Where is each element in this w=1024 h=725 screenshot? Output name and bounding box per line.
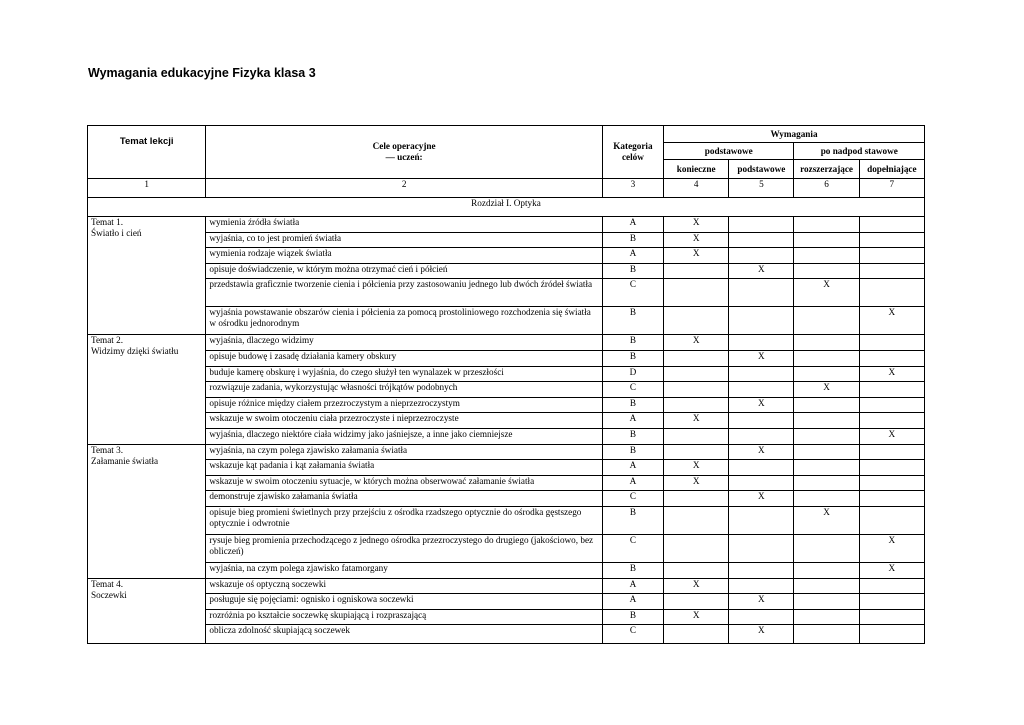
requirement-mark xyxy=(794,491,859,507)
goal-category: B xyxy=(602,350,663,366)
goal-description: wymienia rodzaje wiązek światła xyxy=(206,248,602,264)
table-row xyxy=(88,382,925,398)
requirement-mark xyxy=(859,232,924,248)
goal-description: rysuje bieg promienia przechodzącego z jednego ośrodka przezroczystego do drugiego (jakościowo, bez obliczeń) xyxy=(206,534,602,562)
goal-category: C xyxy=(602,279,663,307)
requirement-mark: X xyxy=(794,506,859,534)
requirement-mark xyxy=(729,248,794,264)
goal-description: wyjaśnia, na czym polega zjawisko fatamorgany xyxy=(206,562,602,578)
requirement-mark xyxy=(794,460,859,476)
table-row xyxy=(88,263,925,279)
table-row xyxy=(88,217,925,233)
topic-title: Soczewki xyxy=(91,589,127,600)
goal-description: oblicza zdolność skupiającą soczewek xyxy=(206,625,602,644)
requirement-mark: X xyxy=(729,263,794,279)
requirement-mark: X xyxy=(664,609,729,625)
requirement-mark xyxy=(664,382,729,398)
requirement-mark: X xyxy=(729,444,794,460)
requirement-mark xyxy=(664,279,729,307)
topic-cell xyxy=(88,335,206,444)
requirement-mark: X xyxy=(859,534,924,562)
requirement-mark xyxy=(664,506,729,534)
requirement-mark xyxy=(859,397,924,413)
requirement-mark: X xyxy=(664,217,729,233)
goal-category: B xyxy=(602,506,663,534)
requirement-mark xyxy=(664,594,729,610)
requirement-mark xyxy=(794,366,859,382)
goal-description: wskazuje kąt padania i kąt załamania światła xyxy=(206,460,602,476)
requirement-mark: X xyxy=(859,562,924,578)
header-goals xyxy=(206,126,602,179)
table-row xyxy=(88,534,925,562)
requirement-mark xyxy=(664,350,729,366)
table-row xyxy=(88,444,925,460)
goal-description: wyjaśnia, co to jest promień światła xyxy=(206,232,602,248)
requirement-mark xyxy=(729,382,794,398)
column-number: 7 xyxy=(859,179,924,198)
header-goals-line1: Cele operacyjne xyxy=(372,141,436,151)
requirement-mark xyxy=(794,578,859,594)
header-category-line2: celów xyxy=(621,152,644,162)
requirement-mark xyxy=(794,609,859,625)
header-goals-line2: — uczeń: xyxy=(385,152,423,162)
requirements-table xyxy=(87,125,925,644)
table-row xyxy=(88,460,925,476)
requirement-mark xyxy=(859,335,924,351)
requirement-mark xyxy=(794,307,859,335)
requirement-mark xyxy=(794,413,859,429)
goal-description: opisuje bieg promieni świetlnych przy przejściu z ośrodka rzadszego optycznie do ośrodka gęstszego optycznie i odwrotnie xyxy=(206,506,602,534)
requirement-mark xyxy=(664,263,729,279)
requirement-mark xyxy=(794,248,859,264)
goal-category: B xyxy=(602,263,663,279)
requirement-mark xyxy=(664,307,729,335)
goal-description: wyjaśnia powstawanie obszarów cienia i półcienia za pomocą prostoliniowego rozchodzenia się światła w ośrodku jednorodnym xyxy=(206,307,602,335)
table-row xyxy=(88,506,925,534)
requirement-mark: X xyxy=(664,232,729,248)
requirement-mark xyxy=(794,444,859,460)
table-row xyxy=(88,350,925,366)
requirement-mark: X xyxy=(664,248,729,264)
goal-category: B xyxy=(602,562,663,578)
requirement-mark xyxy=(729,428,794,444)
requirement-mark xyxy=(664,366,729,382)
goal-category: A xyxy=(602,460,663,476)
topic-number: Temat 3. xyxy=(91,444,124,455)
requirement-mark: X xyxy=(664,413,729,429)
table-row xyxy=(88,475,925,491)
requirement-mark xyxy=(859,578,924,594)
requirement-mark xyxy=(794,397,859,413)
topic-number: Temat 4. xyxy=(91,578,124,589)
requirement-mark xyxy=(664,491,729,507)
requirement-mark xyxy=(794,350,859,366)
column-number: 5 xyxy=(729,179,794,198)
requirement-mark xyxy=(859,506,924,534)
goal-category: B xyxy=(602,307,663,335)
goal-description: wskazuje w swoim otoczeniu ciała przezroczyste i nieprzezroczyste xyxy=(206,413,602,429)
goal-category: C xyxy=(602,625,663,644)
requirement-mark xyxy=(664,397,729,413)
goal-category: A xyxy=(602,413,663,429)
goal-description: opisuje doświadczenie, w którym można otrzymać cień i półcień xyxy=(206,263,602,279)
requirement-mark xyxy=(664,428,729,444)
requirement-mark: X xyxy=(664,475,729,491)
table-row xyxy=(88,366,925,382)
requirement-mark: X xyxy=(729,350,794,366)
column-number: 1 xyxy=(88,179,206,198)
requirement-mark xyxy=(664,625,729,644)
requirement-mark xyxy=(729,475,794,491)
requirement-mark xyxy=(794,562,859,578)
goal-category: B xyxy=(602,232,663,248)
goal-description: wyjaśnia, dlaczego niektóre ciała widzimy jako jaśniejsze, a inne jako ciemniejsze xyxy=(206,428,602,444)
table-row xyxy=(88,625,925,644)
goal-description: opisuje budowę i zasadę działania kamery obskury xyxy=(206,350,602,366)
requirement-mark: X xyxy=(794,279,859,307)
requirement-mark xyxy=(859,594,924,610)
requirement-mark xyxy=(859,491,924,507)
requirement-mark xyxy=(794,475,859,491)
requirement-mark: X xyxy=(794,382,859,398)
requirement-mark: X xyxy=(729,594,794,610)
requirement-mark xyxy=(859,217,924,233)
topic-title: Załamanie światła xyxy=(91,455,159,466)
table-row xyxy=(88,609,925,625)
column-number: 3 xyxy=(602,179,663,198)
requirement-mark xyxy=(729,609,794,625)
goal-category: A xyxy=(602,248,663,264)
header-extended: po nadpod stawowe xyxy=(794,143,925,160)
goal-description: wyjaśnia, dlaczego widzimy xyxy=(206,335,602,351)
goal-category: C xyxy=(602,534,663,562)
table-row xyxy=(88,562,925,578)
goal-category: A xyxy=(602,578,663,594)
requirement-mark xyxy=(729,232,794,248)
topic-cell xyxy=(88,217,206,335)
requirement-mark xyxy=(729,562,794,578)
requirement-mark xyxy=(729,279,794,307)
page-title: Wymagania edukacyjne Fizyka klasa 3 xyxy=(88,66,316,80)
requirement-mark xyxy=(859,279,924,307)
requirement-mark: X xyxy=(729,491,794,507)
table-row xyxy=(88,279,925,307)
goal-category: C xyxy=(602,382,663,398)
requirement-mark xyxy=(859,475,924,491)
table-row xyxy=(88,397,925,413)
header-requirements: Wymagania xyxy=(664,126,925,143)
goal-description: posługuje się pojęciami: ognisko i ogniskowa soczewki xyxy=(206,594,602,610)
requirement-mark xyxy=(794,217,859,233)
header-level: dopełniające xyxy=(859,160,924,179)
header-level: konieczne xyxy=(664,160,729,179)
goal-description: wymienia źródła światła xyxy=(206,217,602,233)
requirement-mark xyxy=(729,506,794,534)
requirement-mark xyxy=(859,248,924,264)
header-basic: podstawowe xyxy=(664,143,794,160)
goal-category: A xyxy=(602,594,663,610)
requirement-mark xyxy=(729,460,794,476)
goal-category: B xyxy=(602,335,663,351)
table-row xyxy=(88,428,925,444)
requirement-mark xyxy=(664,444,729,460)
goal-description: buduje kamerę obskurę i wyjaśnia, do czego służył ten wynalazek w przeszłości xyxy=(206,366,602,382)
requirement-mark xyxy=(859,350,924,366)
goal-category: A xyxy=(602,475,663,491)
column-number: 6 xyxy=(794,179,859,198)
table-row xyxy=(88,413,925,429)
goal-category: A xyxy=(602,217,663,233)
goal-description: przedstawia graficznie tworzenie cienia i półcienia przy zastosowaniu jednego lub dwóch źródeł światła xyxy=(206,279,602,307)
requirement-mark: X xyxy=(859,366,924,382)
table-row xyxy=(88,578,925,594)
header-topic: Temat lekcji xyxy=(88,126,206,179)
topic-title: Światło i cień xyxy=(91,228,142,238)
requirement-mark xyxy=(729,335,794,351)
requirement-mark: X xyxy=(729,397,794,413)
table-row xyxy=(88,232,925,248)
requirement-mark: X xyxy=(664,335,729,351)
requirement-mark xyxy=(729,534,794,562)
header-category xyxy=(602,126,663,179)
requirement-mark xyxy=(664,534,729,562)
goal-description: wskazuje oś optyczną soczewki xyxy=(206,578,602,594)
table-row xyxy=(88,335,925,351)
table-row xyxy=(88,594,925,610)
topic-number: Temat 1. xyxy=(91,217,124,227)
requirement-mark: X xyxy=(859,428,924,444)
requirement-mark xyxy=(859,263,924,279)
requirement-mark xyxy=(859,625,924,644)
requirement-mark: X xyxy=(664,578,729,594)
goal-description: rozwiązuje zadania, wykorzystując własności trójkątów podobnych xyxy=(206,382,602,398)
requirement-mark xyxy=(794,335,859,351)
section-heading: Rozdział I. Optyka xyxy=(88,198,925,217)
column-number: 2 xyxy=(206,179,602,198)
requirement-mark xyxy=(729,578,794,594)
requirement-mark xyxy=(859,382,924,398)
table-body xyxy=(88,217,925,644)
goal-category: B xyxy=(602,397,663,413)
goal-category: B xyxy=(602,428,663,444)
requirement-mark xyxy=(794,534,859,562)
requirement-mark xyxy=(729,217,794,233)
topic-cell xyxy=(88,578,206,644)
goal-category: B xyxy=(602,609,663,625)
requirement-mark xyxy=(794,232,859,248)
table-row xyxy=(88,248,925,264)
requirement-mark xyxy=(729,413,794,429)
requirement-mark xyxy=(729,307,794,335)
requirement-mark: X xyxy=(664,460,729,476)
requirement-mark xyxy=(859,444,924,460)
requirement-mark xyxy=(794,625,859,644)
table-row xyxy=(88,307,925,335)
header-level: rozszerzające xyxy=(794,160,859,179)
requirement-mark xyxy=(729,366,794,382)
requirement-mark xyxy=(664,562,729,578)
requirement-mark: X xyxy=(729,625,794,644)
topic-title: Widzimy dzięki światłu xyxy=(91,346,179,357)
goal-category: B xyxy=(602,444,663,460)
goal-category: C xyxy=(602,491,663,507)
table-row xyxy=(88,491,925,507)
requirement-mark xyxy=(794,428,859,444)
requirement-mark xyxy=(859,460,924,476)
header-category-line1: Kategoria xyxy=(613,141,653,151)
goal-description: rozróżnia po kształcie soczewkę skupiającą i rozpraszającą xyxy=(206,609,602,625)
requirement-mark xyxy=(794,263,859,279)
goal-description: demonstruje zjawisko załamania światła xyxy=(206,491,602,507)
requirement-mark xyxy=(859,609,924,625)
goal-description: opisuje różnice między ciałem przezroczystym a nieprzezroczystym xyxy=(206,397,602,413)
goal-category: D xyxy=(602,366,663,382)
topic-number: Temat 2. xyxy=(91,335,124,346)
header-level: podstawowe xyxy=(729,160,794,179)
requirement-mark: X xyxy=(859,307,924,335)
goal-description: wyjaśnia, na czym polega zjawisko załamania światła xyxy=(206,444,602,460)
goal-description: wskazuje w swoim otoczeniu sytuacje, w których można obserwować załamanie światła xyxy=(206,475,602,491)
requirement-mark xyxy=(859,413,924,429)
requirement-mark xyxy=(794,594,859,610)
column-number: 4 xyxy=(664,179,729,198)
topic-cell xyxy=(88,444,206,578)
